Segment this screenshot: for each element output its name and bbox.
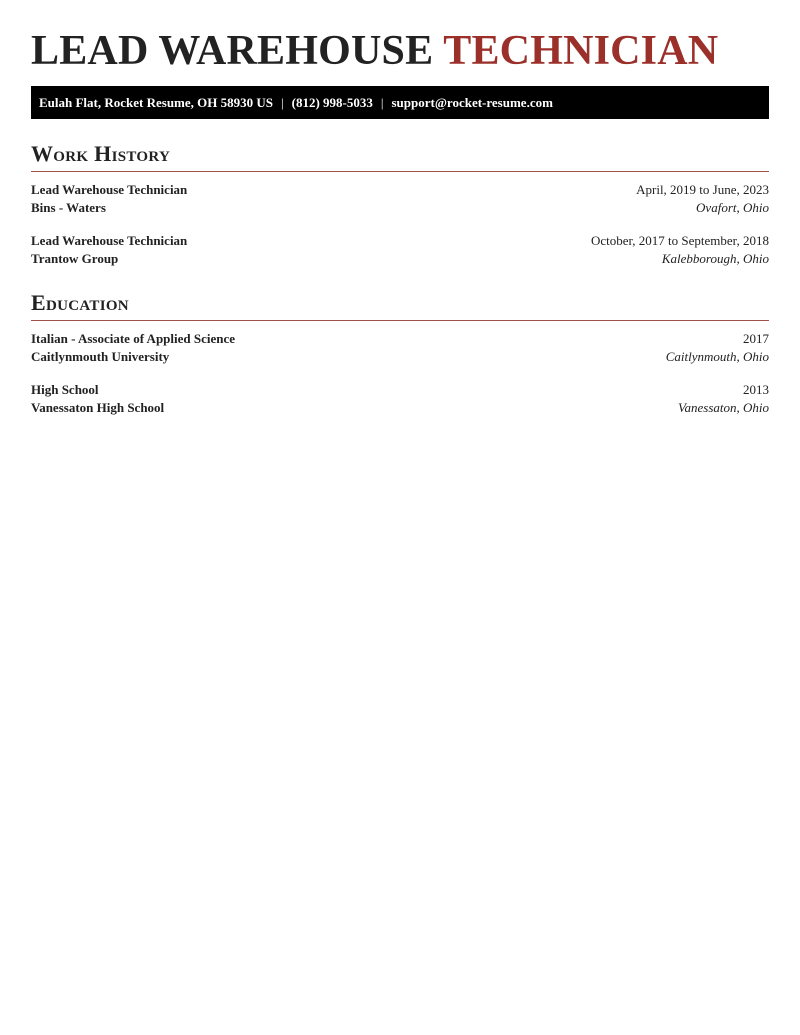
contact-separator: | <box>281 94 284 110</box>
job-dates: October, 2017 to September, 2018 <box>590 233 769 248</box>
education-entry-row <box>31 381 769 399</box>
work-history-heading: Work History <box>31 141 171 166</box>
title-main: LEAD WAREHOUSE <box>31 28 434 74</box>
education-heading: Education <box>31 290 129 315</box>
contact-address: Eulah Flat, Rocket Resume, OH 58930 US <box>39 94 273 110</box>
education-entry-row <box>31 399 769 417</box>
degree-name: Italian - Associate of Applied Science <box>31 331 236 346</box>
education-entry <box>31 330 769 366</box>
graduation-year: 2017 <box>743 331 769 346</box>
work-entry-row <box>31 250 769 268</box>
contact-phone: (812) 998-5033 <box>291 94 373 110</box>
degree-name: High School <box>31 382 99 397</box>
contact-email: support@rocket-resume.com <box>391 94 553 110</box>
education-section <box>31 290 769 417</box>
contact-separator: | <box>380 94 384 110</box>
graduation-year: 2013 <box>743 382 769 397</box>
education-entry-row <box>31 348 769 366</box>
company-name: Trantow Group <box>31 251 119 266</box>
work-entry-row <box>31 232 769 250</box>
work-entry-row <box>31 199 769 217</box>
title-accent: TECHNICIAN <box>443 28 719 74</box>
work-entry-row <box>31 181 769 199</box>
education-entry <box>31 381 769 417</box>
work-entry <box>31 232 769 268</box>
company-name: Bins - Waters <box>31 200 106 215</box>
school-location: Vanessaton, Ohio <box>678 400 769 415</box>
school-name: Caitlynmouth University <box>31 349 170 364</box>
section-divider <box>31 320 769 321</box>
job-title: Lead Warehouse Technician <box>31 182 188 197</box>
resume-page <box>0 0 800 417</box>
job-title: Lead Warehouse Technician <box>31 233 188 248</box>
work-entry <box>31 181 769 217</box>
school-location: Caitlynmouth, Ohio <box>665 349 769 364</box>
contact-bar <box>31 86 769 119</box>
education-entry-row <box>31 330 769 348</box>
job-location: Ovafort, Ohio <box>696 200 769 215</box>
work-history-section <box>31 141 769 268</box>
section-divider <box>31 171 769 172</box>
job-location: Kalebborough, Ohio <box>661 251 769 266</box>
resume-title <box>31 0 769 74</box>
school-name: Vanessaton High School <box>31 400 165 415</box>
job-dates: April, 2019 to June, 2023 <box>636 182 769 197</box>
